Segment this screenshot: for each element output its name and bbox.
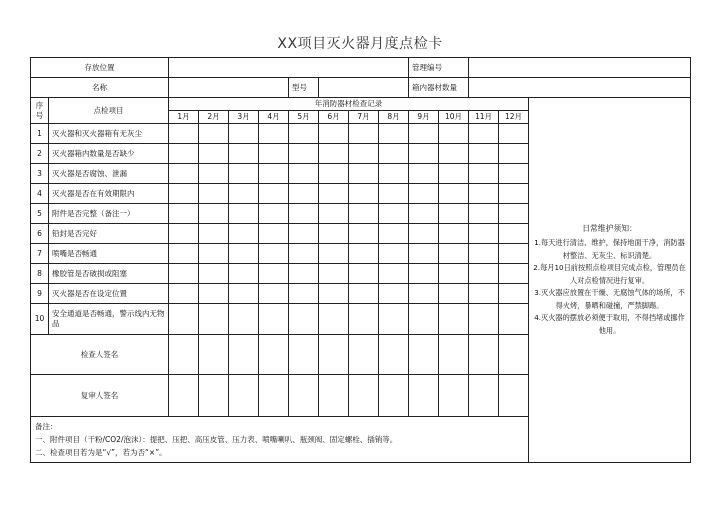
check-cell[interactable] xyxy=(169,204,199,224)
header-row-name xyxy=(31,78,691,98)
signature-cell[interactable] xyxy=(499,335,529,375)
item-number: 10 xyxy=(31,304,49,335)
month-header: 6月 xyxy=(319,111,349,124)
maintenance-notes xyxy=(529,98,691,463)
month-header: 9月 xyxy=(409,111,439,124)
item-number: 1 xyxy=(31,124,49,144)
check-cell[interactable] xyxy=(259,244,289,264)
check-cell[interactable] xyxy=(469,144,499,164)
check-cell[interactable] xyxy=(289,144,319,164)
check-cell[interactable] xyxy=(319,204,349,224)
item-text: 橡胶管是否破损或阻塞 xyxy=(49,264,169,284)
management-no-value[interactable] xyxy=(469,58,691,78)
check-cell[interactable] xyxy=(409,184,439,204)
check-cell[interactable] xyxy=(259,264,289,284)
check-cell[interactable] xyxy=(349,144,379,164)
check-cell[interactable] xyxy=(379,204,409,224)
check-cell[interactable] xyxy=(229,264,259,284)
item-number: 9 xyxy=(31,284,49,304)
check-cell[interactable] xyxy=(439,144,469,164)
check-cell[interactable] xyxy=(289,304,319,335)
check-cell[interactable] xyxy=(199,184,229,204)
check-cell[interactable] xyxy=(259,144,289,164)
check-cell[interactable] xyxy=(169,184,199,204)
check-cell[interactable] xyxy=(229,144,259,164)
check-cell[interactable] xyxy=(169,124,199,144)
item-text: 灭火器是否腐蚀、泄漏 xyxy=(49,164,169,184)
remarks xyxy=(31,417,691,463)
check-cell[interactable] xyxy=(409,264,439,284)
check-cell[interactable] xyxy=(199,264,229,284)
check-cell[interactable] xyxy=(289,124,319,144)
maintenance-title: 日常维护须知： xyxy=(582,223,637,233)
check-cell[interactable] xyxy=(379,304,409,335)
check-cell[interactable] xyxy=(289,264,319,284)
check-cell[interactable] xyxy=(439,204,469,224)
page-title: XX项目灭火器月度点检卡 xyxy=(277,36,443,52)
check-cell[interactable] xyxy=(349,264,379,284)
check-cell[interactable] xyxy=(499,144,529,164)
seq-header: 序号 xyxy=(31,98,49,124)
check-cell[interactable] xyxy=(349,184,379,204)
check-cell[interactable] xyxy=(229,244,259,264)
remarks-row xyxy=(31,417,691,463)
item-number: 7 xyxy=(31,244,49,264)
check-cell[interactable] xyxy=(409,284,439,304)
check-cell[interactable] xyxy=(229,184,259,204)
month-header: 4月 xyxy=(259,111,289,124)
record-header-row xyxy=(31,98,691,111)
model-value[interactable] xyxy=(319,78,409,98)
item-text: 灭火器是否在有效期限内 xyxy=(49,184,169,204)
maintenance-point: 2.每月10日前按照点检项目完成点检，管理员在人对点检情况进行复审。 xyxy=(533,263,686,285)
check-cell[interactable] xyxy=(469,264,499,284)
check-cell[interactable] xyxy=(289,244,319,264)
check-cell[interactable] xyxy=(439,224,469,244)
item-text: 灭火器箱内数量是否缺少 xyxy=(49,144,169,164)
check-cell[interactable] xyxy=(199,164,229,184)
check-cell[interactable] xyxy=(319,304,349,335)
check-cell[interactable] xyxy=(349,164,379,184)
check-cell[interactable] xyxy=(199,124,229,144)
check-cell[interactable] xyxy=(289,184,319,204)
check-cell[interactable] xyxy=(199,224,229,244)
check-cell[interactable] xyxy=(319,284,349,304)
check-cell[interactable] xyxy=(379,164,409,184)
check-cell[interactable] xyxy=(319,164,349,184)
check-cell[interactable] xyxy=(229,204,259,224)
check-cell[interactable] xyxy=(199,244,229,264)
signature-cell[interactable] xyxy=(199,335,229,375)
maintenance-point: 3.灭火器应放置在干燥、无腐蚀气体的场所，不得火烤，暴晒和碰撞，严禁脚踢。 xyxy=(534,288,685,310)
remarks-title: 备注： xyxy=(35,422,58,431)
signature-cell[interactable] xyxy=(259,375,289,417)
check-cell[interactable] xyxy=(169,144,199,164)
month-header: 5月 xyxy=(289,111,319,124)
check-cell[interactable] xyxy=(469,124,499,144)
check-cell[interactable] xyxy=(319,244,349,264)
check-cell[interactable] xyxy=(439,244,469,264)
check-cell[interactable] xyxy=(319,144,349,164)
signature-cell[interactable] xyxy=(439,335,469,375)
check-cell[interactable] xyxy=(259,124,289,144)
model-label: 型号 xyxy=(289,78,319,98)
item-number: 5 xyxy=(31,204,49,224)
check-cell[interactable] xyxy=(409,204,439,224)
inspector-label: 检查人签名 xyxy=(31,335,169,375)
maintenance-point: 1.每天进行清洁、维护，保持地面干净，消防器材整洁、无灰尘、标识清楚。 xyxy=(534,238,685,260)
check-cell[interactable] xyxy=(199,284,229,304)
check-cell[interactable] xyxy=(319,184,349,204)
check-cell[interactable] xyxy=(199,304,229,335)
check-cell[interactable] xyxy=(349,124,379,144)
location-label: 存放位置 xyxy=(31,58,169,78)
signature-cell[interactable] xyxy=(289,375,319,417)
check-cell[interactable] xyxy=(469,244,499,264)
check-cell[interactable] xyxy=(379,244,409,264)
item-text: 安全通道是否畅通，警示线内无物品 xyxy=(49,304,169,335)
check-cell[interactable] xyxy=(499,264,529,284)
check-cell[interactable] xyxy=(439,124,469,144)
signature-cell[interactable] xyxy=(319,375,349,417)
remarks-line: 二、检查项目若为是“√”，若为否“×”。 xyxy=(35,448,167,457)
name-label: 名称 xyxy=(31,78,169,98)
signature-cell[interactable] xyxy=(469,375,499,417)
check-cell[interactable] xyxy=(349,244,379,264)
signature-cell[interactable] xyxy=(349,335,379,375)
maintenance-point: 4.灭火器的摆放必须便于取用，不得挡堵或挪作他用。 xyxy=(534,313,685,335)
check-cell[interactable] xyxy=(379,124,409,144)
signature-cell[interactable] xyxy=(169,375,199,417)
month-header: 12月 xyxy=(499,111,529,124)
check-cell[interactable] xyxy=(499,224,529,244)
check-cell[interactable] xyxy=(379,284,409,304)
month-header: 8月 xyxy=(379,111,409,124)
remarks-line: 一、附件项目（干粉/CO2/泡沫）：提把、压把、高压皮管、压力表、喷嘴喇叭、瓶颈阀、固定螺栓、插销等。 xyxy=(35,435,398,444)
month-header: 10月 xyxy=(439,111,469,124)
check-cell[interactable] xyxy=(409,224,439,244)
signature-cell[interactable] xyxy=(289,335,319,375)
check-cell[interactable] xyxy=(169,264,199,284)
signature-cell[interactable] xyxy=(259,335,289,375)
signature-cell[interactable] xyxy=(349,375,379,417)
check-cell[interactable] xyxy=(409,304,439,335)
check-cell[interactable] xyxy=(469,284,499,304)
check-cell[interactable] xyxy=(409,144,439,164)
check-cell[interactable] xyxy=(319,124,349,144)
check-cell[interactable] xyxy=(319,224,349,244)
check-cell[interactable] xyxy=(439,164,469,184)
check-cell[interactable] xyxy=(439,264,469,284)
check-cell[interactable] xyxy=(169,304,199,335)
signature-cell[interactable] xyxy=(379,375,409,417)
quantity-label: 箱内器材数量 xyxy=(409,78,469,98)
item-number: 4 xyxy=(31,184,49,204)
month-header: 1月 xyxy=(169,111,199,124)
signature-cell[interactable] xyxy=(409,375,439,417)
signature-cell[interactable] xyxy=(229,375,259,417)
item-text: 铅封是否完好 xyxy=(49,224,169,244)
signature-cell[interactable] xyxy=(379,335,409,375)
check-cell[interactable] xyxy=(349,224,379,244)
signature-cell[interactable] xyxy=(319,335,349,375)
check-cell[interactable] xyxy=(259,204,289,224)
location-value[interactable] xyxy=(169,58,409,78)
month-header: 3月 xyxy=(229,111,259,124)
check-cell[interactable] xyxy=(349,304,379,335)
name-value[interactable] xyxy=(169,78,289,98)
check-cell[interactable] xyxy=(349,204,379,224)
check-cell[interactable] xyxy=(499,184,529,204)
check-cell[interactable] xyxy=(349,284,379,304)
record-header: 年消防器材检查记录 xyxy=(169,98,529,111)
check-cell[interactable] xyxy=(379,224,409,244)
signature-cell[interactable] xyxy=(499,375,529,417)
check-cell[interactable] xyxy=(259,284,289,304)
check-cell[interactable] xyxy=(439,184,469,204)
item-header: 点检项目 xyxy=(49,98,169,124)
check-cell[interactable] xyxy=(259,224,289,244)
inspection-table xyxy=(30,57,691,463)
check-cell[interactable] xyxy=(469,204,499,224)
header-row-location xyxy=(31,58,691,78)
check-cell[interactable] xyxy=(469,164,499,184)
check-cell[interactable] xyxy=(169,224,199,244)
check-cell[interactable] xyxy=(229,284,259,304)
check-cell[interactable] xyxy=(199,204,229,224)
check-cell[interactable] xyxy=(229,224,259,244)
check-cell[interactable] xyxy=(229,124,259,144)
check-cell[interactable] xyxy=(499,164,529,184)
signature-cell[interactable] xyxy=(409,335,439,375)
month-header: 7月 xyxy=(349,111,379,124)
check-cell[interactable] xyxy=(199,144,229,164)
check-cell[interactable] xyxy=(409,244,439,264)
check-cell[interactable] xyxy=(469,224,499,244)
check-cell[interactable] xyxy=(229,304,259,335)
check-cell[interactable] xyxy=(469,304,499,335)
check-cell[interactable] xyxy=(259,184,289,204)
item-number: 2 xyxy=(31,144,49,164)
signature-cell[interactable] xyxy=(469,335,499,375)
management-no-label: 管理编号 xyxy=(409,58,469,78)
check-cell[interactable] xyxy=(439,284,469,304)
check-cell[interactable] xyxy=(289,224,319,244)
check-cell[interactable] xyxy=(379,264,409,284)
check-cell[interactable] xyxy=(469,184,499,204)
check-cell[interactable] xyxy=(499,244,529,264)
item-text: 附件是否完整（备注一） xyxy=(49,204,169,224)
check-cell[interactable] xyxy=(379,184,409,204)
check-cell[interactable] xyxy=(169,244,199,264)
check-cell[interactable] xyxy=(379,144,409,164)
check-cell[interactable] xyxy=(289,164,319,184)
signature-cell[interactable] xyxy=(439,375,469,417)
check-cell[interactable] xyxy=(409,164,439,184)
item-number: 3 xyxy=(31,164,49,184)
signature-cell[interactable] xyxy=(169,335,199,375)
check-cell[interactable] xyxy=(319,264,349,284)
signature-cell[interactable] xyxy=(199,375,229,417)
item-number: 8 xyxy=(31,264,49,284)
check-cell[interactable] xyxy=(259,304,289,335)
check-cell[interactable] xyxy=(229,164,259,184)
check-cell[interactable] xyxy=(499,304,529,335)
check-cell[interactable] xyxy=(259,164,289,184)
check-cell[interactable] xyxy=(499,284,529,304)
signature-cell[interactable] xyxy=(229,335,259,375)
check-cell[interactable] xyxy=(169,284,199,304)
month-header: 11月 xyxy=(469,111,499,124)
check-cell[interactable] xyxy=(289,284,319,304)
reviewer-label: 复审人签名 xyxy=(31,375,169,417)
check-cell[interactable] xyxy=(169,164,199,184)
check-cell[interactable] xyxy=(409,124,439,144)
check-cell[interactable] xyxy=(499,204,529,224)
item-text: 灭火器和灭火器箱有无灰尘 xyxy=(49,124,169,144)
month-header: 2月 xyxy=(199,111,229,124)
check-cell[interactable] xyxy=(499,124,529,144)
quantity-value[interactable] xyxy=(469,78,691,98)
item-text: 喷嘴是否畅通 xyxy=(49,244,169,264)
item-text: 灭火器是否在设定位置 xyxy=(49,284,169,304)
item-number: 6 xyxy=(31,224,49,244)
check-cell[interactable] xyxy=(439,304,469,335)
check-cell[interactable] xyxy=(289,204,319,224)
